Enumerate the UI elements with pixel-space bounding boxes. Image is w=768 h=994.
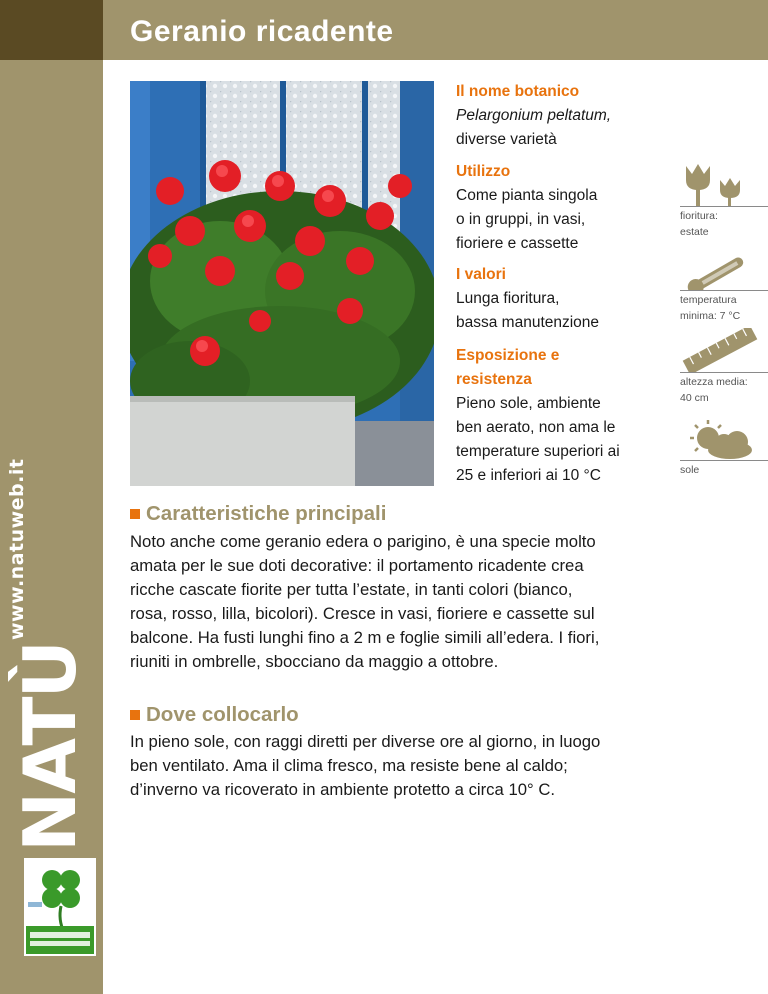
flowering-caption: estate bbox=[680, 226, 709, 238]
height-caption: altezza media: bbox=[680, 376, 748, 388]
exposure-line: 25 e inferiori ai 10 °C bbox=[456, 467, 601, 484]
sun-caption: sole bbox=[680, 464, 700, 476]
temperature-caption: temperatura bbox=[680, 294, 737, 306]
clover-logo-icon bbox=[24, 858, 96, 956]
botanical-heading: Il nome botanico bbox=[456, 83, 580, 100]
botanical-name-block bbox=[456, 80, 656, 152]
exposure-line: temperature superiori ai bbox=[456, 443, 620, 460]
exposure-heading: Esposizione e bbox=[456, 347, 560, 364]
features-heading bbox=[130, 502, 386, 526]
uses-line: fioriere e cassette bbox=[456, 235, 579, 252]
placement-title: Dove collocarlo bbox=[146, 703, 299, 726]
promo-giardinaggio-logo bbox=[24, 858, 96, 956]
features-title: Caratteristiche principali bbox=[146, 502, 387, 525]
ruler-icon bbox=[680, 328, 760, 372]
placement-heading bbox=[130, 703, 299, 727]
uses-line: Come pianta singola bbox=[456, 187, 598, 204]
placement-line: ben ventilato. Ama il clima fresco, ma resiste bene al caldo; bbox=[130, 756, 568, 775]
features-line: Noto anche come geranio edera o parigino, è una specie molto bbox=[130, 532, 596, 551]
bullet-square-icon bbox=[130, 710, 140, 720]
brand-logo: NATÙ bbox=[8, 642, 92, 852]
features-line: ricche cascate fiorite per tutta l’estate, in tanti colori (bianco, bbox=[130, 580, 573, 599]
uses-block bbox=[456, 160, 656, 256]
sidebar bbox=[0, 0, 103, 994]
temperature-symbol bbox=[680, 256, 768, 323]
values-line: bassa manutenzione bbox=[456, 314, 600, 331]
geranium-photo bbox=[130, 81, 434, 486]
header-bar bbox=[103, 0, 768, 60]
symbol-divider bbox=[680, 206, 768, 207]
height-caption: 40 cm bbox=[680, 392, 709, 404]
page-title: Geranio ricadente bbox=[130, 15, 394, 48]
features-paragraph bbox=[130, 530, 710, 674]
website-url[interactable]: www.natuweb.it bbox=[6, 458, 28, 640]
exposure-line: Pieno sole, ambiente bbox=[456, 395, 601, 412]
height-symbol bbox=[680, 328, 768, 405]
symbol-divider bbox=[680, 460, 768, 461]
symbol-divider bbox=[680, 372, 768, 373]
flowering-symbol bbox=[680, 162, 768, 239]
sun-symbol bbox=[680, 420, 768, 477]
bullet-square-icon bbox=[130, 509, 140, 519]
features-line: balcone. Ha fusti lunghi fino a 2 m e foglie simili all’edera. I fiori, bbox=[130, 628, 600, 647]
flowering-caption: fioritura: bbox=[680, 210, 718, 222]
exposure-block bbox=[456, 344, 656, 488]
placement-line: In pieno sole, con raggi diretti per diverse ore al giorno, in luogo bbox=[130, 732, 601, 751]
sun-cloud-icon bbox=[680, 420, 760, 460]
values-heading: I valori bbox=[456, 266, 506, 283]
features-line: amata per le sue doti decorative: il portamento ricadente crea bbox=[130, 556, 584, 575]
temperature-caption: minima: 7 °C bbox=[680, 310, 741, 322]
uses-heading: Utilizzo bbox=[456, 163, 511, 180]
symbol-divider bbox=[680, 290, 768, 291]
sidebar-top-block bbox=[0, 0, 103, 60]
uses-line: o in gruppi, in vasi, bbox=[456, 211, 586, 228]
values-line: Lunga fioritura, bbox=[456, 290, 560, 307]
botanical-varieties: diverse varietà bbox=[456, 131, 557, 148]
placement-paragraph bbox=[130, 730, 710, 802]
botanical-name: Pelargonium peltatum, bbox=[456, 107, 612, 124]
thermometer-icon bbox=[680, 256, 760, 290]
exposure-line: ben aerato, non ama le bbox=[456, 419, 616, 436]
values-block bbox=[456, 263, 656, 335]
features-line: rosa, rosso, lilla, bicolori). Cresce in vasi, fioriere e cassette sul bbox=[130, 604, 595, 623]
exposure-heading: resistenza bbox=[456, 371, 532, 388]
placement-line: d’inverno va ricoverato in ambiente protetto a circa 10° C. bbox=[130, 780, 556, 799]
tulip-icon bbox=[680, 162, 760, 206]
features-line: riuniti in ombrelle, sbocciano da maggio a ottobre. bbox=[130, 652, 499, 671]
